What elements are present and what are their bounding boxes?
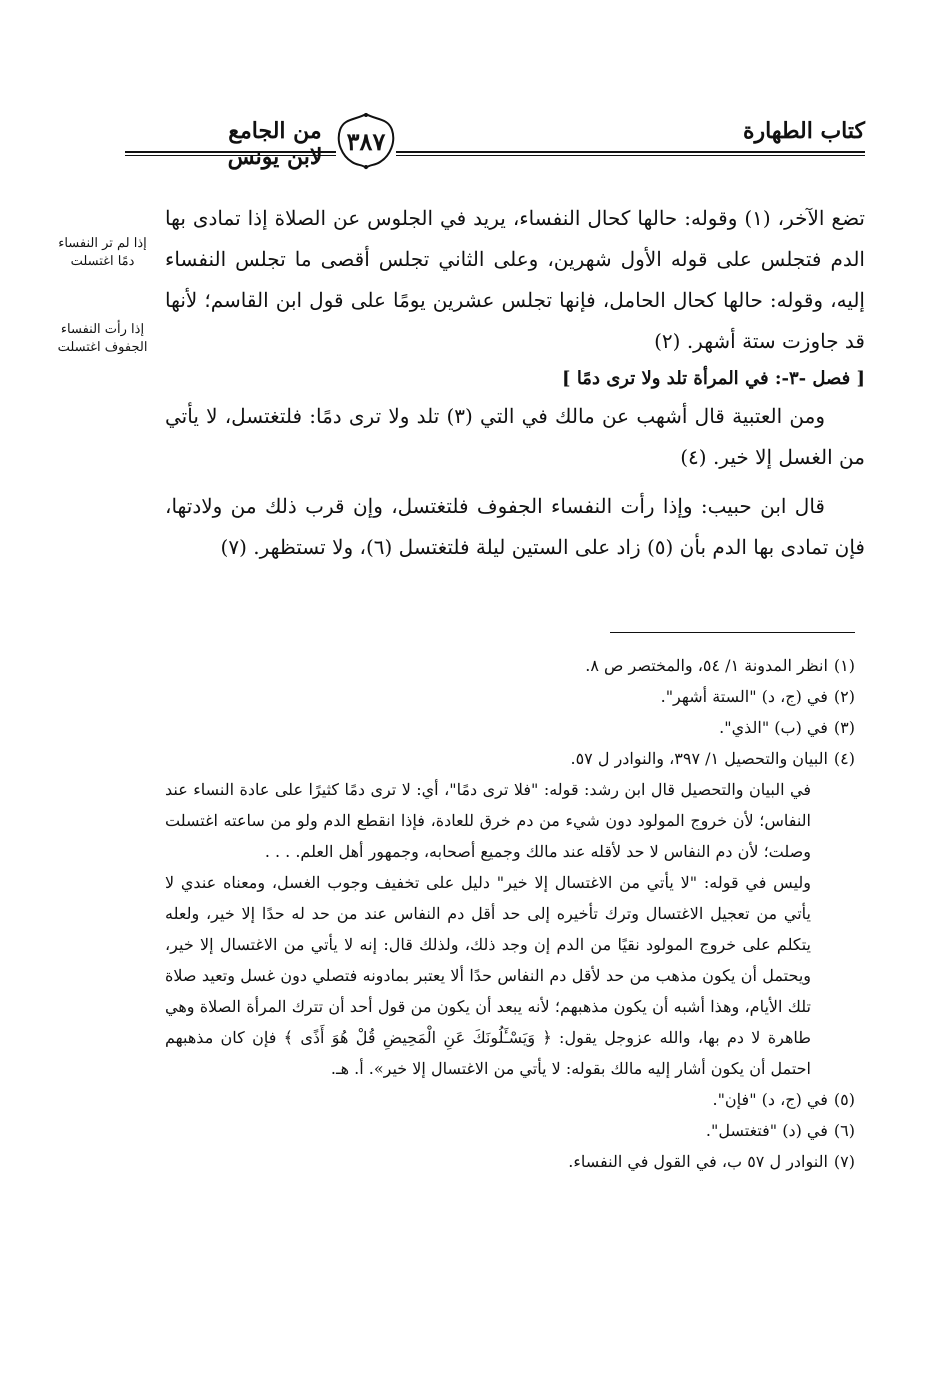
footnote-text: البيان والتحصيل ١/ ٣٩٧، والنوادر ل ٥٧. [570,749,828,768]
header-rule [125,151,865,153]
footnote-4-quote-2: وليس في قوله: "لا يأتي من الاغتسال إلا خير" دليل على تخفيف وجوب الغسل، ومعناه عندي لا يأتي من تعجيل الاغتسال وترك تأخيره إلى حد أقل دم النفاس عند من حد له حدًا إلا خير، ولعله يتكلم على خروج المولود نقيًا من الدم إن وجد ذلك، ولذلك قال: إنه لا يأتي من الاغتسال إلا خير، ويحتمل أن يكون مذهب من حد لأقل دم النفاس حدًا ألا يعتبر بمادونه فتصلي دون غسل وتعيد صلاة تلك الأيام، وهذا أشبه أن يكون مذهبهم؛ لأنه يبعد أن يكون من قول أحد أن تترك المرأة الصلاة وهي طاهرة لا دم بها، والله عزوجل يقول: ﴿ وَيَسْـَٔلُونَكَ عَنِ الْمَحِيضِ قُلْ هُوَ أَذًى ﴾ فإن كان مذهبهم احتمل أن يكون أشار إليه مالك بقوله: لا يأتي من الاغتسال إلا خير». أ. هـ. [165,873,812,1078]
paragraph-3: قال ابن حبيب: وإذا رأت النفساء الجفوف فلتغتسل، وإن قرب ذلك من ولادتها، فإن تمادى بها الدم بأن (٥) زاد على الستين ليلة فلتغتسل (٦)، ولا تستظهر. (٧) [165,494,865,559]
margin-notes [50,235,155,407]
footnote-number: (٣) [833,718,855,737]
main-text [165,198,865,568]
footnote-number: (١) [833,656,855,675]
paragraph-2: ومن العتبية قال أشهب عن مالك في التي (٣) تلد ولا ترى دمًا: فلتغتسل، لا يأتي من الغسل إلا خير. (٤) [165,404,865,469]
footnote-6 [165,1115,855,1146]
footnote-number: (٦) [833,1121,855,1140]
book-title: كتاب الطهارة [742,118,865,144]
page-number: ٣٨٧ [346,127,386,156]
footnote-1 [165,650,855,681]
footnote-text: في (ب) "الذي". [719,718,828,737]
footnote-5 [165,1084,855,1115]
footnote-number: (٢) [833,687,855,706]
footnote-number: (٥) [833,1090,855,1109]
paragraph-1: تضع الآخر، (١) وقوله: حالها كحال النفساء، يريد في الجلوس عن الصلاة إذا تمادى بها الدم فتجلس على قوله الأول شهرين، وعلى الثاني تجلس أقصى ما تجلس النفساء إليه، وقوله: حالها كحال الحامل، فإنها تجلس عشرين يومًا على قول ابن القاسم؛ لأنها قد جاوزت ستة أشهر. (٢) [165,206,865,353]
footnote-text: في (ج، د) "الستة أشهر". [660,687,828,706]
footnotes [165,650,855,1177]
footnote-text: النوادر ل ٥٧ ب، في القول في النفساء. [568,1152,828,1171]
footnote-4-quote-1: في البيان والتحصيل قال ابن رشد: قوله: "فلا ترى دمًا"، أي: لا ترى دمًا كثيرًا على عادة النساء عند النفاس؛ لأن خروج المولود دون شيء من دم خرق للعادة، فإذا انقطع الدم ولو من ساعته اغتسلت وصلت؛ لأن دم النفاس لا حد لأقله عند مالك وجميع أصحابه، وجمهور أهل العلم. . . . [165,780,811,861]
footnote-7 [165,1146,855,1177]
footnote-text: انظر المدونة ١/ ٥٤، والمختصر ص ٨. [585,656,828,675]
section-heading: [ فصل -٣-: في المرأة تلد ولا ترى دمًا ] [562,368,865,389]
margin-note-1: إذا لم تر النفساء دمًا اغتسلت [58,236,147,269]
footnote-text: في (د) "فتغتسل". [705,1121,828,1140]
footnote-number: (٧) [833,1152,855,1171]
footnote-2 [165,681,855,712]
footnote-separator [610,632,855,633]
footnote-3 [165,712,855,743]
footnote-number: (٤) [833,749,855,768]
page-number-ornament [336,112,396,170]
footnote-text: في (ج، د) "فإن". [712,1090,828,1109]
header-rule-thin [125,155,865,156]
running-title: من الجامع لابن يونس [227,118,323,170]
margin-note-2: إذا رأت النفساء الجفوف اغتسلت [57,322,148,355]
footnote-4 [165,743,855,774]
